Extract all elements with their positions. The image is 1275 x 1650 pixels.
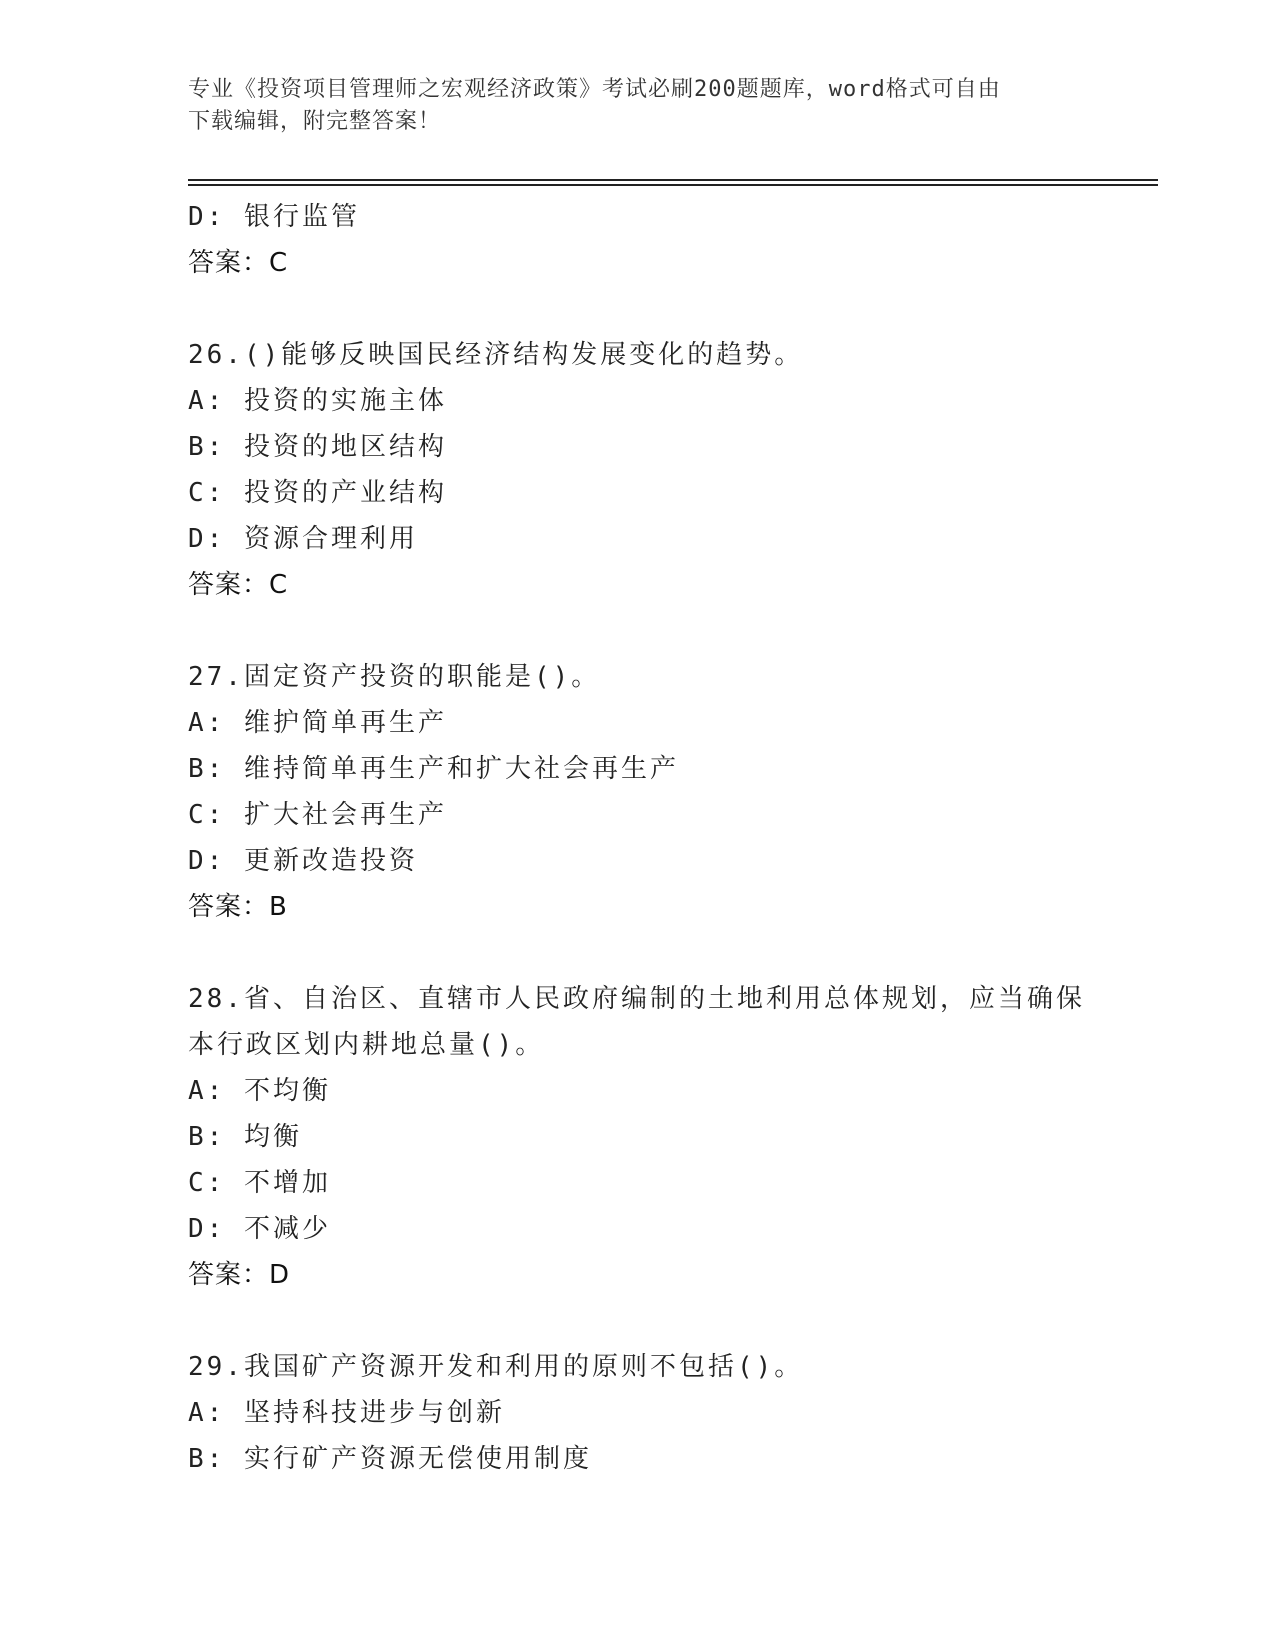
- question-stem: 29.我国矿产资源开发和利用的原则不包括()。: [188, 1352, 804, 1382]
- answer-line: 答案：C: [188, 570, 289, 600]
- spacer: [188, 286, 1148, 332]
- header-title-line-1: 专业《投资项目管理师之宏观经济政策》考试必刷200题题库，word格式可自由: [188, 77, 1001, 102]
- question-stem-line-1: 28.省、自治区、直辖市人民政府编制的土地利用总体规划，应当确保: [188, 984, 1085, 1014]
- option-b: B: 实行矿产资源无偿使用制度: [188, 1444, 592, 1474]
- question-stem: 26.()能够反映国民经济结构发展变化的趋势。: [188, 340, 804, 370]
- answer-line: 答案：D: [188, 1260, 291, 1290]
- document-header: [188, 74, 1088, 138]
- option-d: D: 更新改造投资: [188, 846, 418, 876]
- question-26: [188, 332, 1148, 608]
- option-c: C: 不增加: [188, 1168, 331, 1198]
- option-c: C: 投资的产业结构: [188, 478, 447, 508]
- spacer: [188, 608, 1148, 654]
- option-a: A: 不均衡: [188, 1076, 331, 1106]
- question-stem-line-2: 本行政区划内耕地总量()。: [188, 1030, 545, 1060]
- question-25-continuation: [188, 194, 1148, 286]
- option-b: B: 维持简单再生产和扩大社会再生产: [188, 754, 679, 784]
- question-stem: 27.固定资产投资的职能是()。: [188, 662, 601, 692]
- header-title-line-2: 下载编辑，附完整答案！: [188, 109, 442, 134]
- question-list: [188, 194, 1148, 1482]
- option-d: D: 资源合理利用: [188, 524, 418, 554]
- option-b: B: 均衡: [188, 1122, 302, 1152]
- spacer: [188, 930, 1148, 976]
- header-divider-bottom: [188, 184, 1158, 186]
- header-divider-top: [188, 179, 1158, 181]
- option-c: C: 扩大社会再生产: [188, 800, 447, 830]
- answer-line: 答案：C: [188, 248, 289, 278]
- option-a: A: 维护简单再生产: [188, 708, 447, 738]
- question-28: [188, 976, 1148, 1298]
- question-29: [188, 1344, 1148, 1482]
- question-27: [188, 654, 1148, 930]
- option-a: A: 投资的实施主体: [188, 386, 447, 416]
- answer-line: 答案：B: [188, 892, 288, 922]
- option-d: D: 不减少: [188, 1214, 331, 1244]
- option-b: B: 投资的地区结构: [188, 432, 447, 462]
- option-d: D: 银行监管: [188, 202, 360, 232]
- option-a: A: 坚持科技进步与创新: [188, 1398, 505, 1428]
- spacer: [188, 1298, 1148, 1344]
